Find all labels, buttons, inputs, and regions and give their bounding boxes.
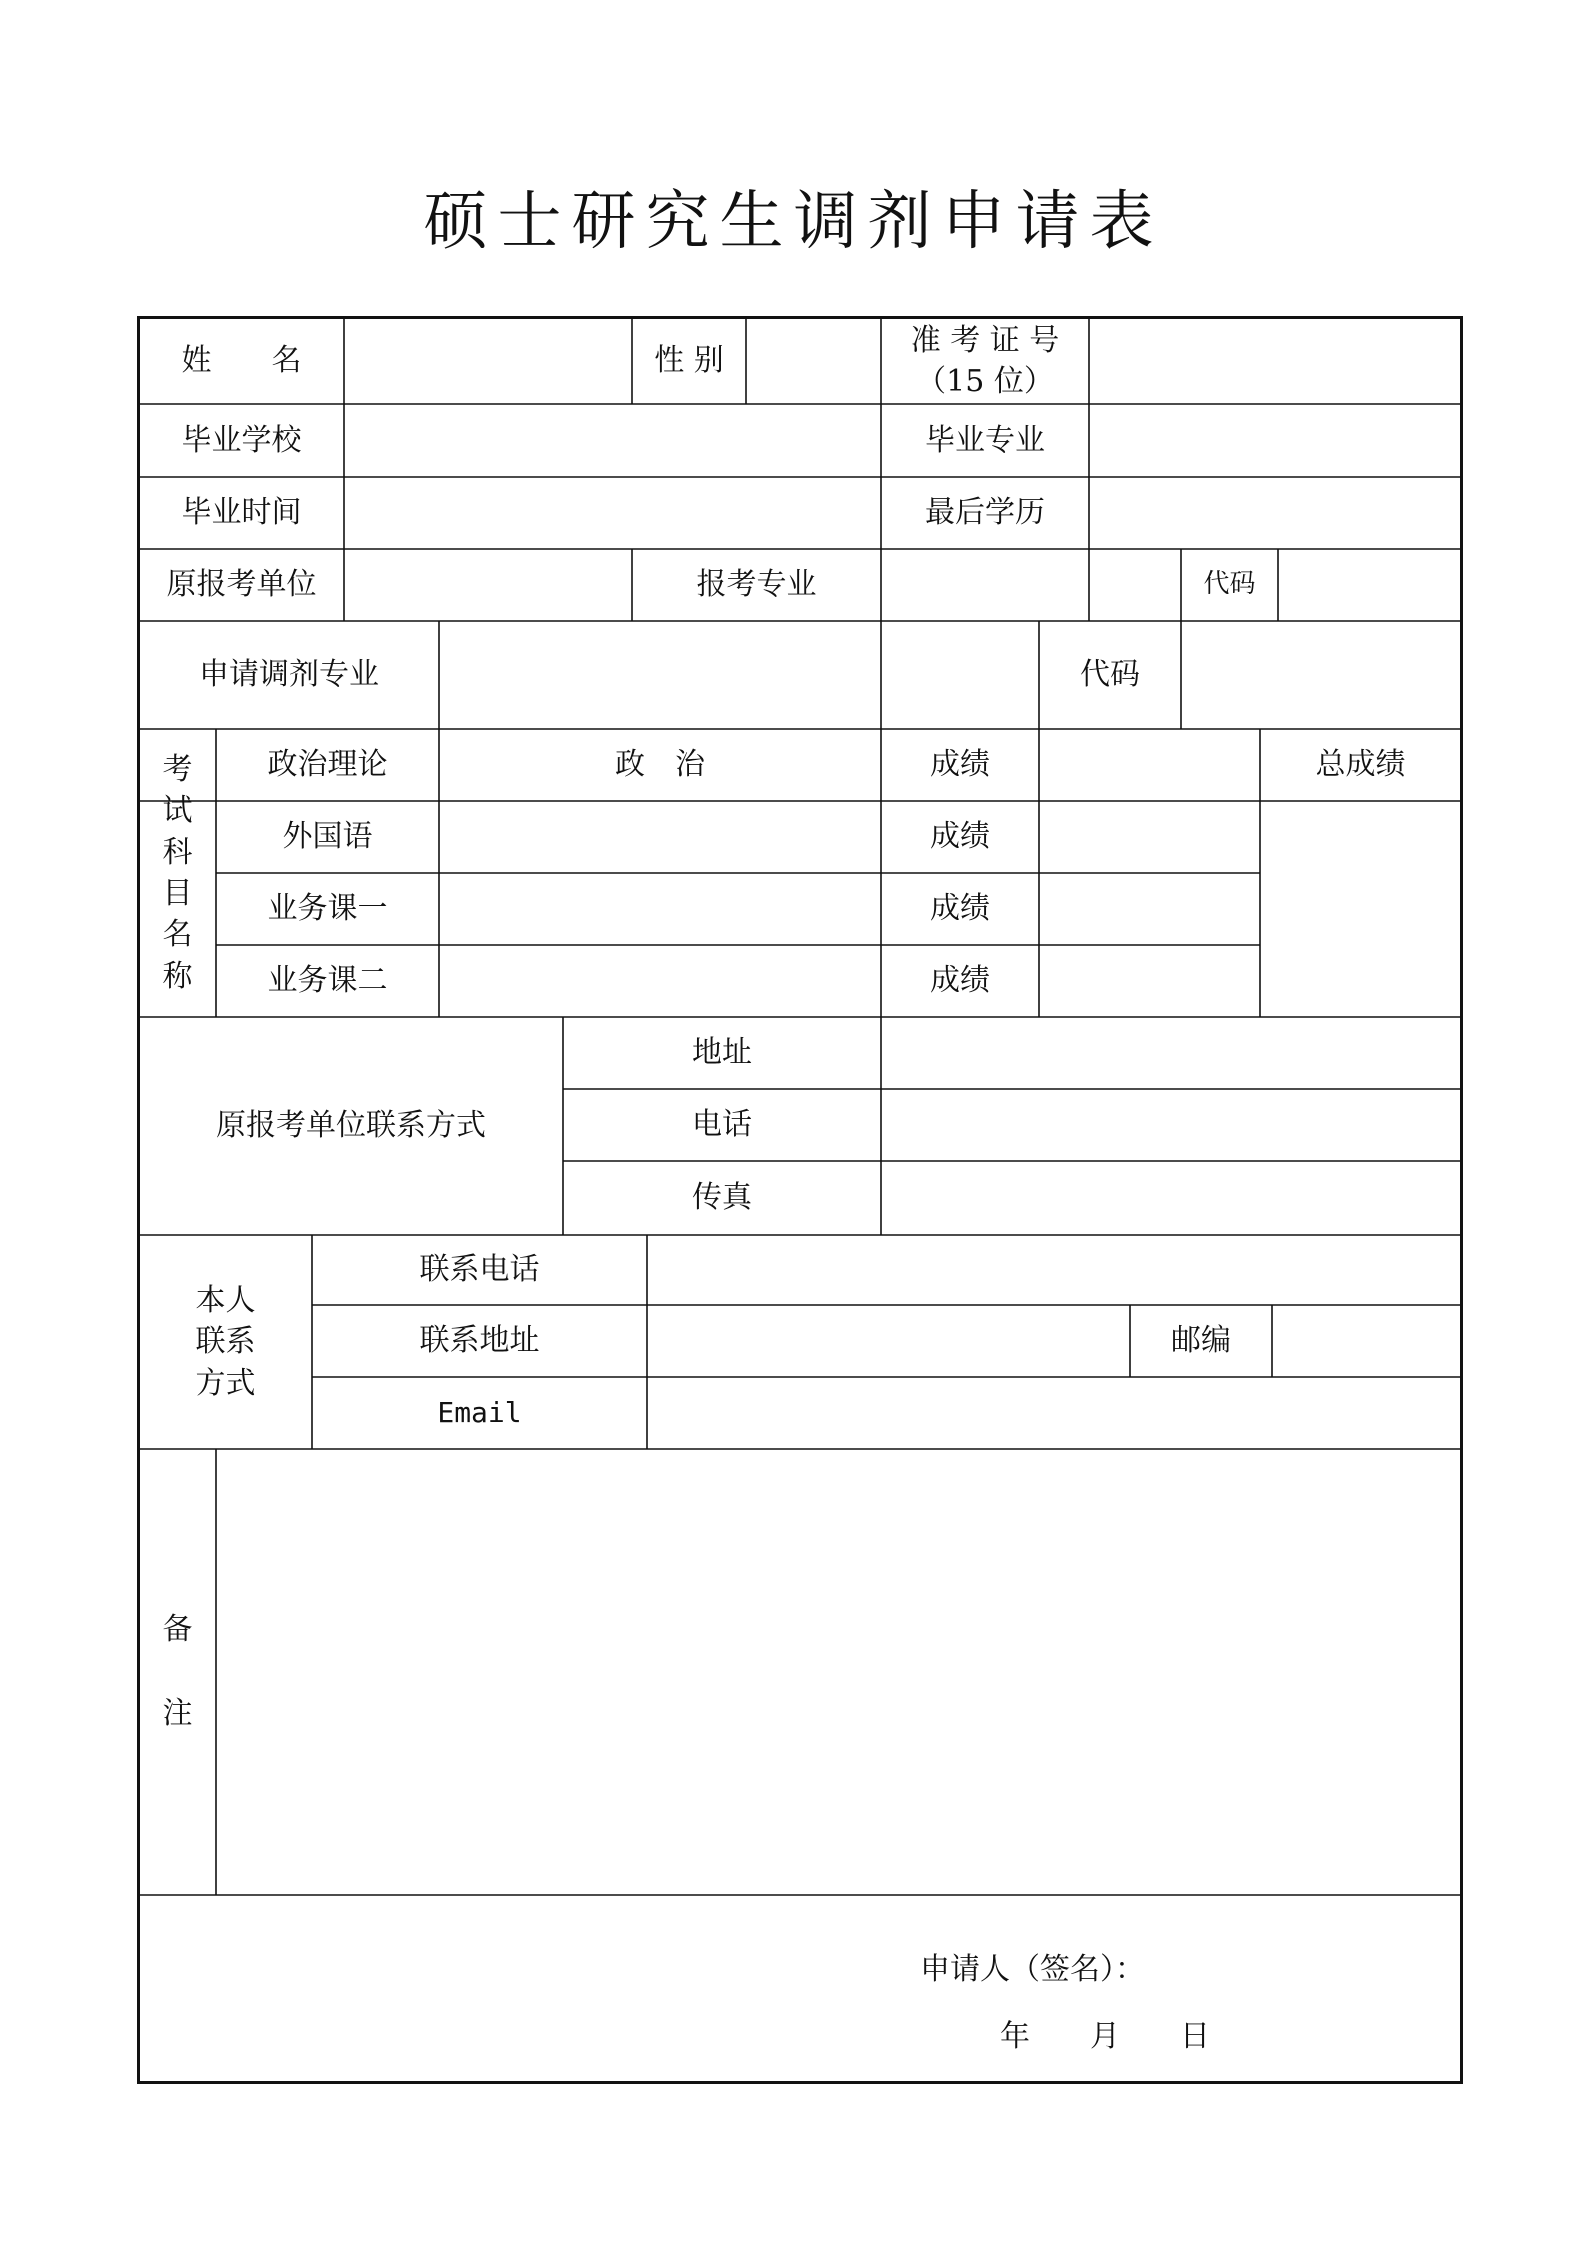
contact-phone-field[interactable]: [647, 1235, 1461, 1305]
subjects-char: 考: [162, 751, 193, 787]
apply-major-field[interactable]: [439, 621, 1039, 729]
course1-score-field[interactable]: [1039, 873, 1260, 945]
politics-score-field[interactable]: [1039, 729, 1260, 801]
remarks-field[interactable]: [216, 1449, 1461, 1895]
orig-unit-field[interactable]: [344, 549, 632, 621]
orig-major-label: 报考专业: [696, 567, 817, 602]
name-label: 姓 名: [181, 343, 302, 378]
self-contact-label: [139, 1235, 312, 1449]
subjects-char: 目: [162, 876, 193, 911]
applicant-signature-label: 申请人（签名）：: [920, 1952, 1145, 1987]
school-label: 毕业学校: [181, 422, 302, 458]
foreign-lang-score-label: 成绩: [930, 819, 990, 854]
self-contact-line: 方式: [195, 1365, 256, 1401]
orig-address-label: 地址: [692, 1035, 752, 1070]
school-field[interactable]: [344, 404, 881, 477]
remarks-label: [139, 1449, 216, 1895]
last-degree-label: 最后学历: [925, 495, 1045, 530]
orig-contact-label: 原报考单位联系方式: [216, 1108, 486, 1143]
orig-unit-label: 原报考单位: [166, 567, 317, 602]
course1-score-label: 成绩: [930, 891, 990, 926]
self-contact-line: 本人: [195, 1282, 256, 1318]
course1-label: 业务课一: [267, 891, 388, 926]
foreign-lang-score-field[interactable]: [1039, 801, 1260, 873]
foreign-lang-field[interactable]: [439, 801, 881, 873]
orig-major-field[interactable]: [881, 549, 1181, 621]
major-field[interactable]: [1089, 404, 1461, 477]
page-title: 硕士研究生调剂申请表: [423, 185, 1164, 259]
gender-label: 性 别: [654, 343, 724, 378]
contact-phone-label: 联系电话: [419, 1252, 540, 1287]
exam-number-label: [881, 318, 1089, 404]
orig-fax-field[interactable]: [881, 1161, 1461, 1235]
postcode-field[interactable]: [1272, 1305, 1461, 1377]
course2-field[interactable]: [439, 945, 881, 1017]
contact-address-field[interactable]: [647, 1305, 1130, 1377]
orig-phone-label: 电话: [692, 1107, 752, 1142]
orig-code-field[interactable]: [1278, 549, 1461, 621]
apply-code-field[interactable]: [1181, 621, 1461, 729]
apply-code-label: 代码: [1080, 657, 1140, 692]
postcode-label: 邮编: [1171, 1323, 1231, 1358]
applicant-signature-field[interactable]: [1160, 1945, 1440, 1995]
course2-score-label: 成绩: [930, 963, 990, 998]
remarks-char: 备: [162, 1612, 193, 1647]
email-label: Email: [437, 1396, 522, 1430]
exam-number-field[interactable]: [1089, 318, 1461, 404]
major-label: 毕业专业: [925, 422, 1045, 458]
subjects-char: 名: [162, 917, 193, 953]
exam-number-label-line2: （15 位）: [916, 364, 1054, 399]
politics-score-label: 成绩: [930, 747, 990, 782]
last-degree-field[interactable]: [1089, 477, 1461, 549]
politics-label: 政 治: [615, 747, 705, 782]
course2-score-field[interactable]: [1039, 945, 1260, 1017]
total-score-field[interactable]: [1260, 801, 1461, 1017]
self-contact-line: 联系: [195, 1324, 256, 1360]
subjects-vertical-label: [139, 729, 216, 1017]
total-score-label: 总成绩: [1315, 747, 1406, 782]
email-field[interactable]: [647, 1377, 1461, 1449]
orig-phone-field[interactable]: [881, 1089, 1461, 1161]
politics-theory-label: 政治理论: [267, 747, 388, 782]
date-line: 年 月 日: [1000, 2019, 1210, 2054]
name-field[interactable]: [344, 318, 632, 404]
foreign-lang-label: 外国语: [282, 819, 373, 854]
orig-code-label: 代码: [1203, 569, 1256, 600]
grad-time-label: 毕业时间: [181, 495, 302, 530]
grad-time-field[interactable]: [344, 477, 881, 549]
gender-field[interactable]: [746, 318, 881, 404]
contact-address-label: 联系地址: [419, 1323, 540, 1358]
course2-label: 业务课二: [267, 963, 388, 998]
orig-address-field[interactable]: [881, 1017, 1461, 1089]
subjects-char: 称: [162, 958, 193, 994]
subjects-char: 试: [162, 793, 193, 829]
apply-major-label: 申请调剂专业: [199, 657, 379, 692]
remarks-char: 注: [162, 1696, 193, 1731]
exam-number-label-line1: 准 考 证 号: [910, 322, 1060, 358]
course1-field[interactable]: [439, 873, 881, 945]
subjects-char: 科: [162, 834, 193, 870]
orig-fax-label: 传真: [692, 1180, 752, 1215]
